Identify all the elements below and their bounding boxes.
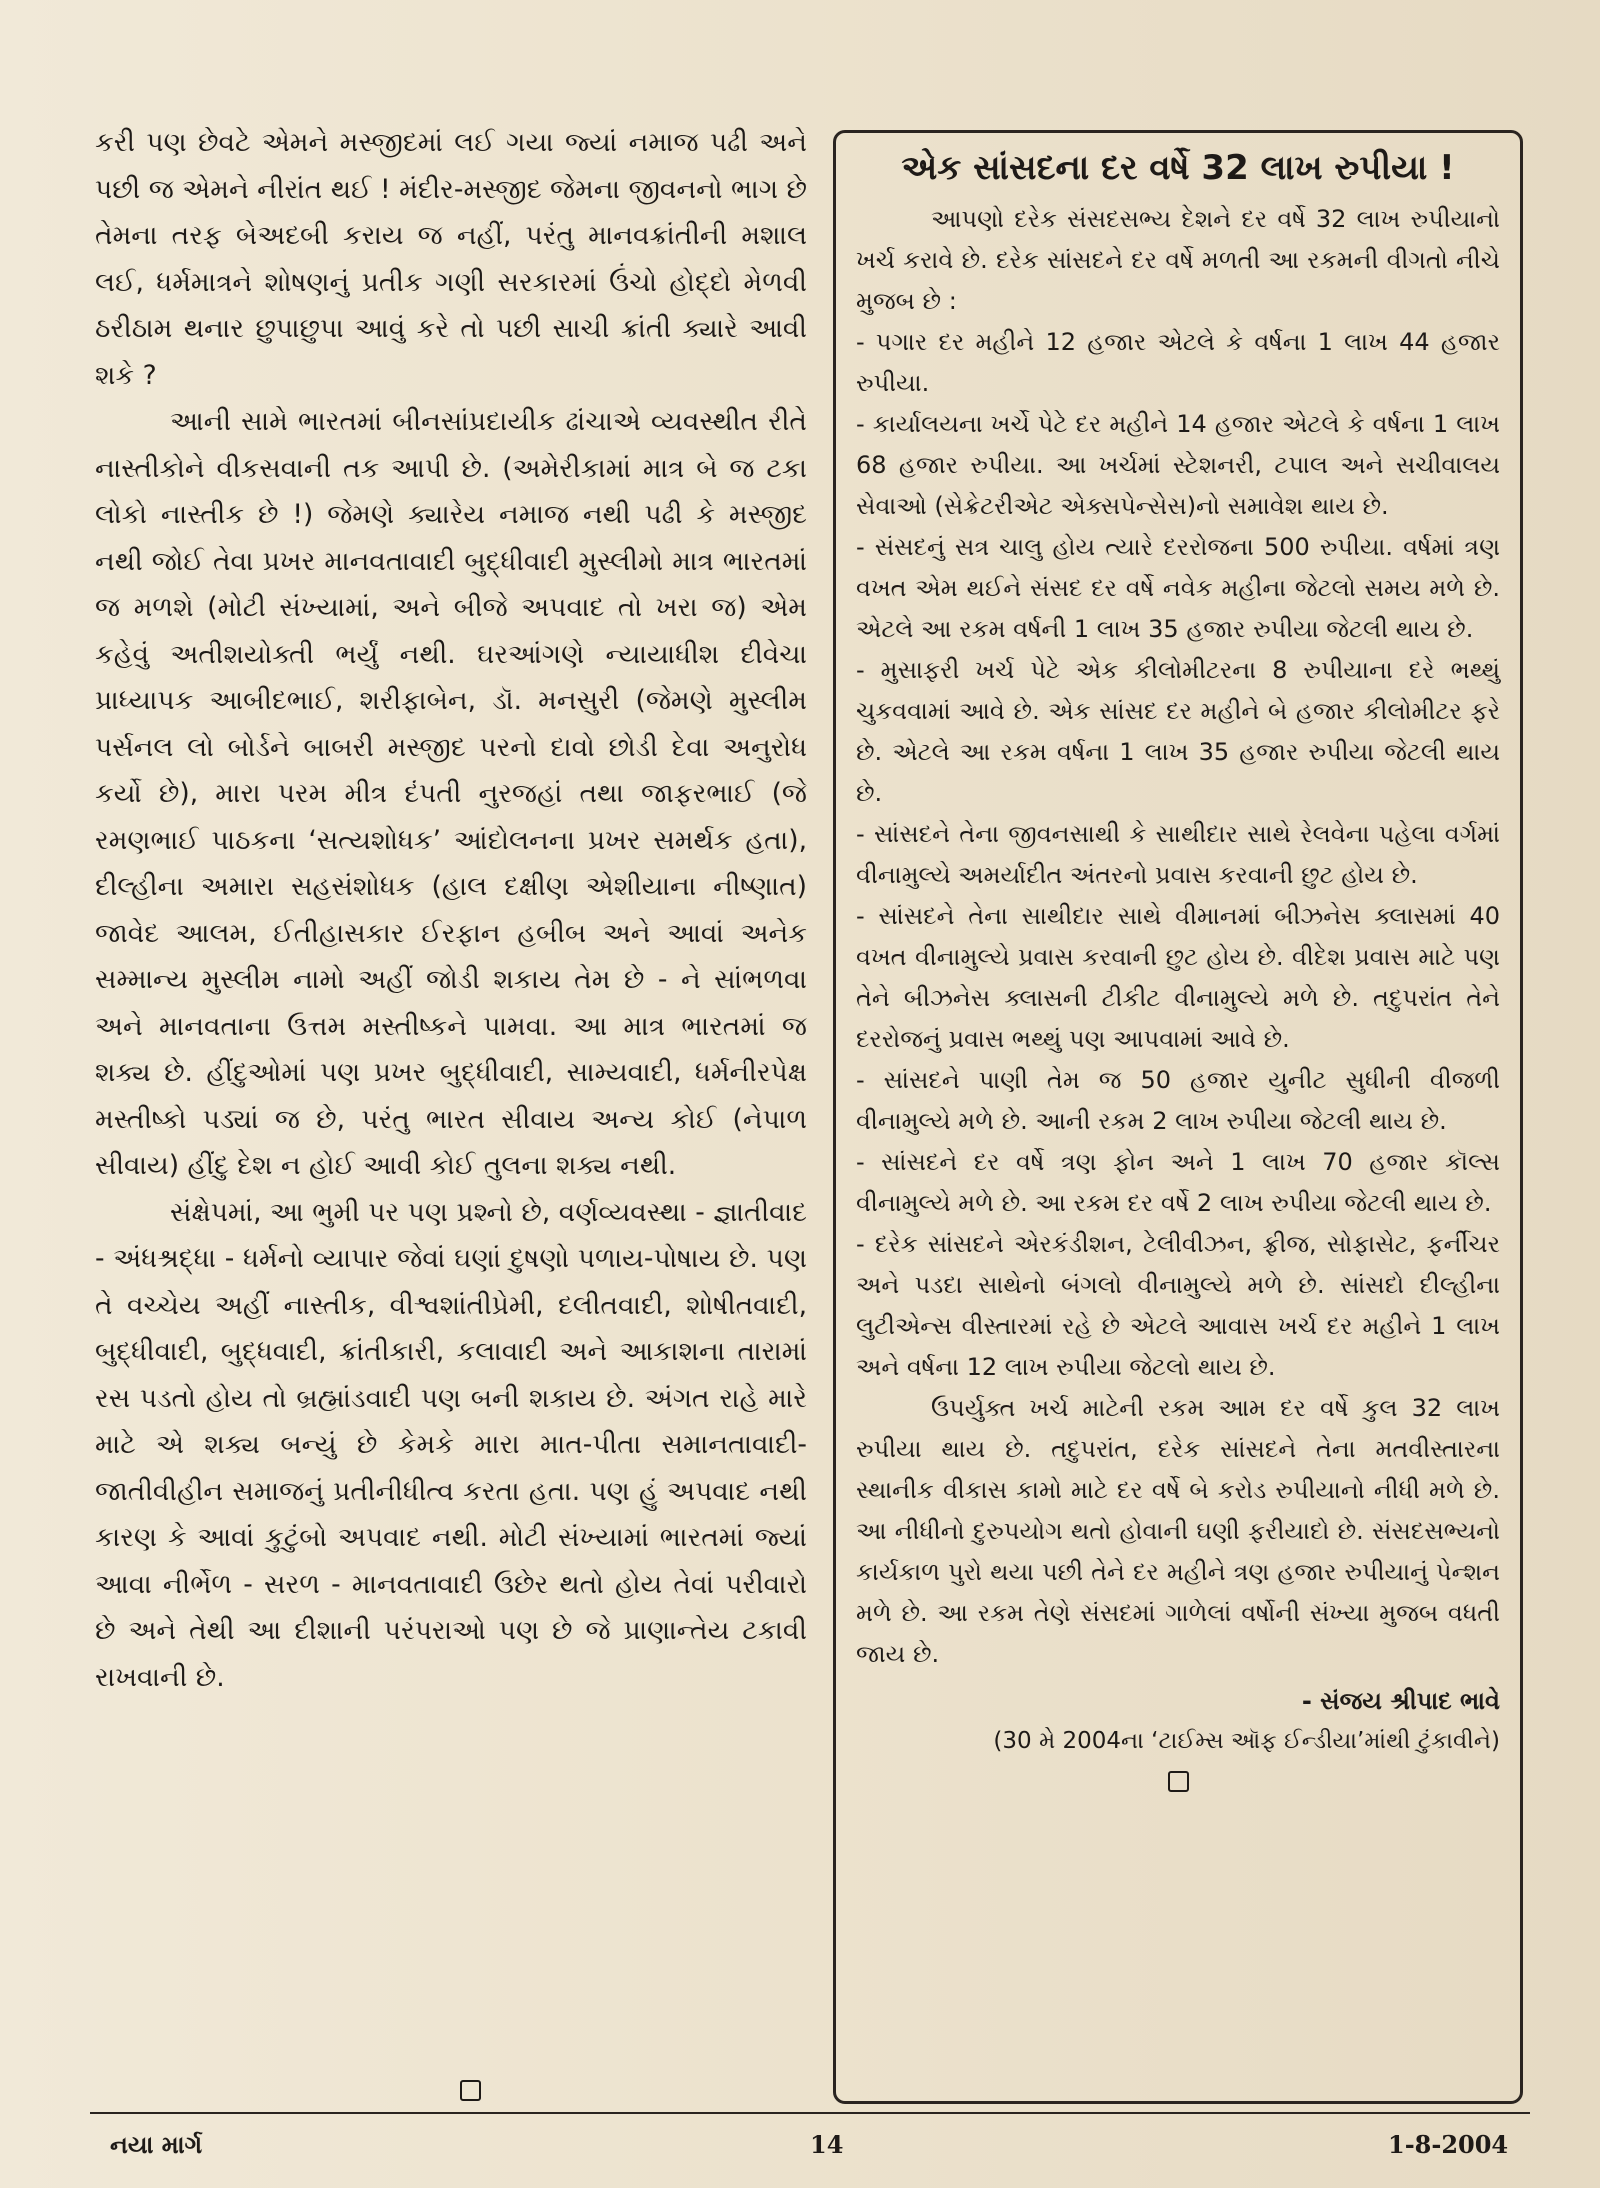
box-list-item: - દરેક સાંસદને એરકંડીશન, ટેલીવીઝન, ફ્રીજ, સોફાસેટ, ફર્નીચર અને પડદા સાથેનો બંગલો વીનામુલ્યે મળે છે. સાંસદો દીલ્હીના લુટીએન્સ વીસ્તારમાં રહે છે એટલે આવાસ ખર્ચ દર મહીને 1 લાખ અને વર્ષના 12 લાખ રુપીયા જેટલો થાય છે.	[856, 1230, 1500, 1381]
box-list-item: - સાંસદને તેના સાથીદાર સાથે વીમાનમાં બીઝનેસ ક્લાસમાં 40 વખત વીનામુલ્યે પ્રવાસ કરવાની છુટ હોય છે. વીદેશ પ્રવાસ માટે પણ તેને બીઝનેસ ક્લાસની ટીકીટ વીનામુલ્યે મળે છે. તદુપરાંત તેને દરરોજનું પ્રવાસ ભથ્થું પણ આપવામાં આવે છે.	[856, 902, 1500, 1053]
sidebar-box	[833, 130, 1523, 2104]
box-author: - સંજય શ્રીપાદ ભાવે	[1301, 1687, 1500, 1715]
box-paragraph: આપણો દરેક સંસદસભ્ય દેશને દર વર્ષે 32 લાખ રુપીયાનો ખર્ચ કરાવે છે. દરેક સાંસદને દર વર્ષે મળતી આ રકમની વીગતો નીચે મુજબ છે :	[856, 205, 1500, 315]
article-paragraph: આની સામે ભારતમાં બીનસાંપ્રદાયીક ઢાંચાએ વ્યવસ્થીત રીતે નાસ્તીકોને વીકસવાની તક આપી છે. (અમેરીકામાં માત્ર બે જ ટકા લોકો નાસ્તીક છે !) જેમણે ક્યારેય નમાજ નથી પઢી કે મસ્જીદ નથી જોઈ તેવા પ્રખર માનવતાવાદી બુદ્ધીવાદી મુસ્લીમો માત્ર ભારતમાં જ મળશે (મોટી સંખ્યામાં, અને બીજે અપવાદ તો ખરા જ) એમ કહેવું અતીશયોક્તી ભર્યું નથી. ઘરઆંગણે ન્યાયાધીશ દીવેચા પ્રાધ્યાપક આબીદભાઈ, શરીફાબેન, ડૉ. મનસુરી (જેમણે મુસ્લીમ પર્સનલ લો બોર્ડને બાબરી મસ્જીદ પરનો દાવો છોડી દેવા અનુરોધ કર્યો છે), મારા પરમ મીત્ર દંપતી નુરજહાં તથા જાફરભાઈ (જે રમણભાઈ પાઠકના ‘સત્યશોધક’ આંદોલનના પ્રખર સમર્થક હતા), દીલ્હીના અમારા સહસંશોધક (હાલ દક્ષીણ એશીયાના નીષ્ણાત) જાવેદ આલમ, ઈતીહાસકાર ઈરફાન હબીબ અને આવાં અનેક સમ્માન્ય મુસ્લીમ નામો અહીં જોડી શકાય તેમ છે - ને સાંભળવા અને માનવતાના ઉત્તમ મસ્તીષ્કને પામવા. આ માત્ર ભારતમાં જ શક્ય છે. હીંદુઓમાં પણ પ્રખર બુદ્ધીવાદી, સામ્યવાદી, ધર્મનીરપેક્ષ મસ્તીષ્કો પડ્યાં જ છે, પરંતુ ભારત સીવાય અન્ય કોઈ (નેપાળ સીવાય) હીંદુ દેશ ન હોઈ આવી કોઈ તુલના શક્ય નથી.	[95, 406, 807, 1181]
box-body	[856, 199, 1500, 1675]
footer-date: 1-8-2004	[1388, 2130, 1509, 2159]
article-paragraph: સંક્ષેપમાં, આ ભુમી પર પણ પ્રશ્નો છે, વર્ણવ્યવસ્થા - જ્ઞાતીવાદ - અંધશ્રદ્ધા - ધર્મનો વ્યાપાર જેવાં ઘણાં દુષણો પળાય-પોષાય છે. પણ તે વચ્ચેય અહીં નાસ્તીક, વીશ્વશાંતીપ્રેમી, દલીતવાદી, શોષીતવાદી, બુદ્ધીવાદી, બુદ્ધવાદી, ક્રાંતીકારી, કલાવાદી અને આકાશના તારામાં રસ પડતો હોય તો બ્રહ્માંડવાદી પણ બની શકાય છે. અંગત રાહે મારે માટે એ શક્ય બન્યું છે કેમકે મારા માત-પીતા સમાનતાવાદી-જાતીવીહીન સમાજનું પ્રતીનીધીત્વ કરતા હતા. પણ હું અપવાદ નથી કારણ કે આવાં કુટુંબો અપવાદ નથી. મોટી સંખ્યામાં ભારતમાં જ્યાં આવા નીર્ભેળ - સરળ - માનવતાવાદી ઉછેર થતો હોય તેવાં પરીવારો છે અને તેથી આ દીશાની પરંપરાઓ પણ છે જે પ્રાણાન્તેય ટકાવી રાખવાની છે.	[95, 1196, 807, 1693]
box-list-item: - સાંસદને દર વર્ષે ત્રણ ફોન અને 1 લાખ 70 હજાર કૉલ્સ વીનામુલ્યે મળે છે. આ રકમ દર વર્ષે 2 લાખ રુપીયા જેટલી થાય છે.	[856, 1148, 1500, 1217]
footer-rule	[90, 2112, 1530, 2114]
article-end-mark	[460, 2080, 481, 2101]
box-end-mark	[1168, 1771, 1189, 1792]
left-article-column	[95, 120, 807, 2080]
footer-page-number: 14	[810, 2130, 844, 2159]
box-paragraph: ઉપર્યુક્ત ખર્ચ માટેની રકમ આમ દર વર્ષે કુલ 32 લાખ રુપીયા થાય છે. તદુપરાંત, દરેક સાંસદને તેના મતવીસ્તારના સ્થાનીક વીકાસ કામો માટે દર વર્ષે બે કરોડ રુપીયાનો નીધી મળે છે. આ નીધીનો દુરુપયોગ થતો હોવાની ઘણી ફરીયાદો છે. સંસદસભ્યનો કાર્યકાળ પુરો થયા પછી તેને દર મહીને ત્રણ હજાર રુપીયાનું પેન્શન મળે છે. આ રકમ તેણે સંસદમાં ગાળેલાં વર્ષોની સંખ્યા મુજબ વધતી જાય છે.	[856, 1394, 1500, 1668]
box-list-item: - કાર્યાલયના ખર્ચે પેટે દર મહીને 14 હજાર એટલે કે વર્ષના 1 લાખ 68 હજાર રુપીયા. આ ખર્ચમાં સ્ટેશનરી, ટપાલ અને સચીવાલય સેવાઓ (સેક્રેટરીએટ એક્સપેન્સેસ)નો સમાવેશ થાય છે.	[856, 410, 1500, 520]
footer-magazine-name: નયા માર્ગ	[110, 2130, 203, 2159]
box-source: (30 મે 2004ના ‘ટાઈમ્સ ઑફ ઈન્ડીયા’માંથી ટુંકાવીને)	[993, 1728, 1500, 1754]
box-list-item: - સાંસદને તેના જીવનસાથી કે સાથીદાર સાથે રેલવેના પહેલા વર્ગમાં વીનામુલ્યે અમર્યાદીત અંતરનો પ્રવાસ કરવાની છુટ હોય છે.	[856, 820, 1500, 889]
box-list-item: - સાંસદને પાણી તેમ જ 50 હજાર યુનીટ સુધીની વીજળી વીનામુલ્યે મળે છે. આની રકમ 2 લાખ રુપીયા જેટલી થાય છે.	[856, 1066, 1500, 1135]
box-list-item: - પગાર દર મહીને 12 હજાર એટલે કે વર્ષના 1 લાખ 44 હજાર રુપીયા.	[856, 328, 1500, 397]
box-list-item: - મુસાફરી ખર્ચ પેટે એક કીલોમીટરના 8 રુપીયાના દરે ભથ્થું ચુકવવામાં આવે છે. એક સાંસદ દર મહીને બે હજાર કીલોમીટર ફરે છે. એટલે આ રકમ વર્ષના 1 લાખ 35 હજાર રુપીયા જેટલી થાય છે.	[856, 656, 1500, 807]
box-list-item: - સંસદનું સત્ર ચાલુ હોય ત્યારે દરરોજના 500 રુપીયા. વર્ષમાં ત્રણ વખત એમ થઈને સંસદ દર વર્ષે નવેક મહીના જેટલો સમય મળે છે. એટલે આ રકમ વર્ષની 1 લાખ 35 હજાર રુપીયા જેટલી થાય છે.	[856, 533, 1500, 643]
article-paragraph: કરી પણ છેવટે એમને મસ્જીદમાં લઈ ગયા જ્યાં નમાજ પઢી અને પછી જ એમને નીરાંત થઈ ! મંદીર-મસ્જીદ જેમના જીવનનો ભાગ છે તેમના તરફ બેઅદબી કરાય જ નહીં, પરંતુ માનવક્રાંતીની મશાલ લઈ, ધર્મમાત્રને શોષણનું પ્રતીક ગણી સરકારમાં ઉંચો હોદ્દો મેળવી ઠરીઠામ થનાર છુપાછુપા આવું કરે તો પછી સાચી ક્રાંતી ક્યારે આવી શકે ?	[95, 127, 807, 391]
box-title: એક સાંસદના દર વર્ષે 32 લાખ રુપીયા !	[901, 148, 1455, 188]
